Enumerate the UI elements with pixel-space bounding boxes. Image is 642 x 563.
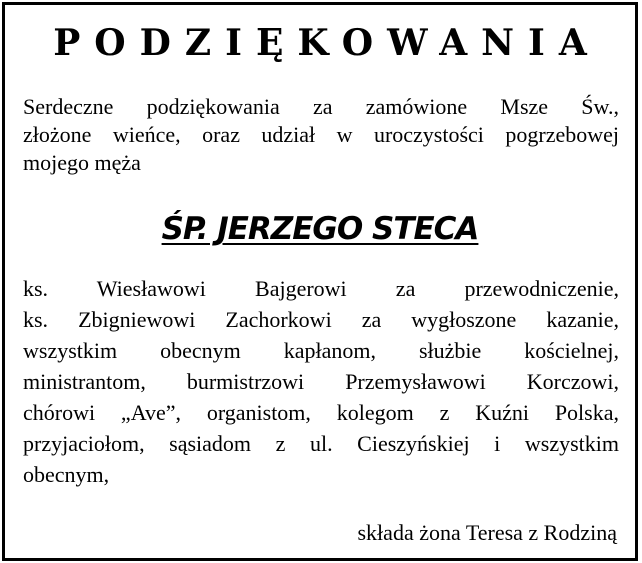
thanks-line: obecnym, [23,462,110,487]
thanks-paragraph [23,273,619,490]
signature: składa żona Teresa z Rodziną [357,520,617,545]
intro-line: mojego męża [23,150,141,175]
notice-frame [2,2,638,561]
deceased-name: ŚP. JERZEGO STECA [161,211,479,247]
thanks-line: przyjaciołom, sąsiadom z ul. Cieszyńskiej i wszystkim [23,431,619,456]
thanks-line: ks. Wiesławowi Bajgerowi za przewodniczenie, [23,276,619,301]
intro-paragraph [23,93,619,177]
thanks-line: wszystkim obecnym kapłanom, służbie kościelnej, [23,338,619,363]
intro-line: Serdeczne podziękowania za zamówione Msze Św., [23,94,619,119]
thanks-line: ministrantom, burmistrzowi Przemysławowi Korczowi, [23,369,619,394]
deceased-name-heading [5,205,635,253]
thanks-line: chórowi „Ave”, organistom, kolegom z Kuźni Polska, [23,400,619,425]
thanks-line: ks. Zbigniewowi Zachorkowi za wygłoszone kazanie, [23,307,619,332]
notice-title: PODZIĘKOWANIA [53,22,601,64]
intro-line: złożone wieńce, oraz udział w uroczystości pogrzebowej [23,122,619,147]
